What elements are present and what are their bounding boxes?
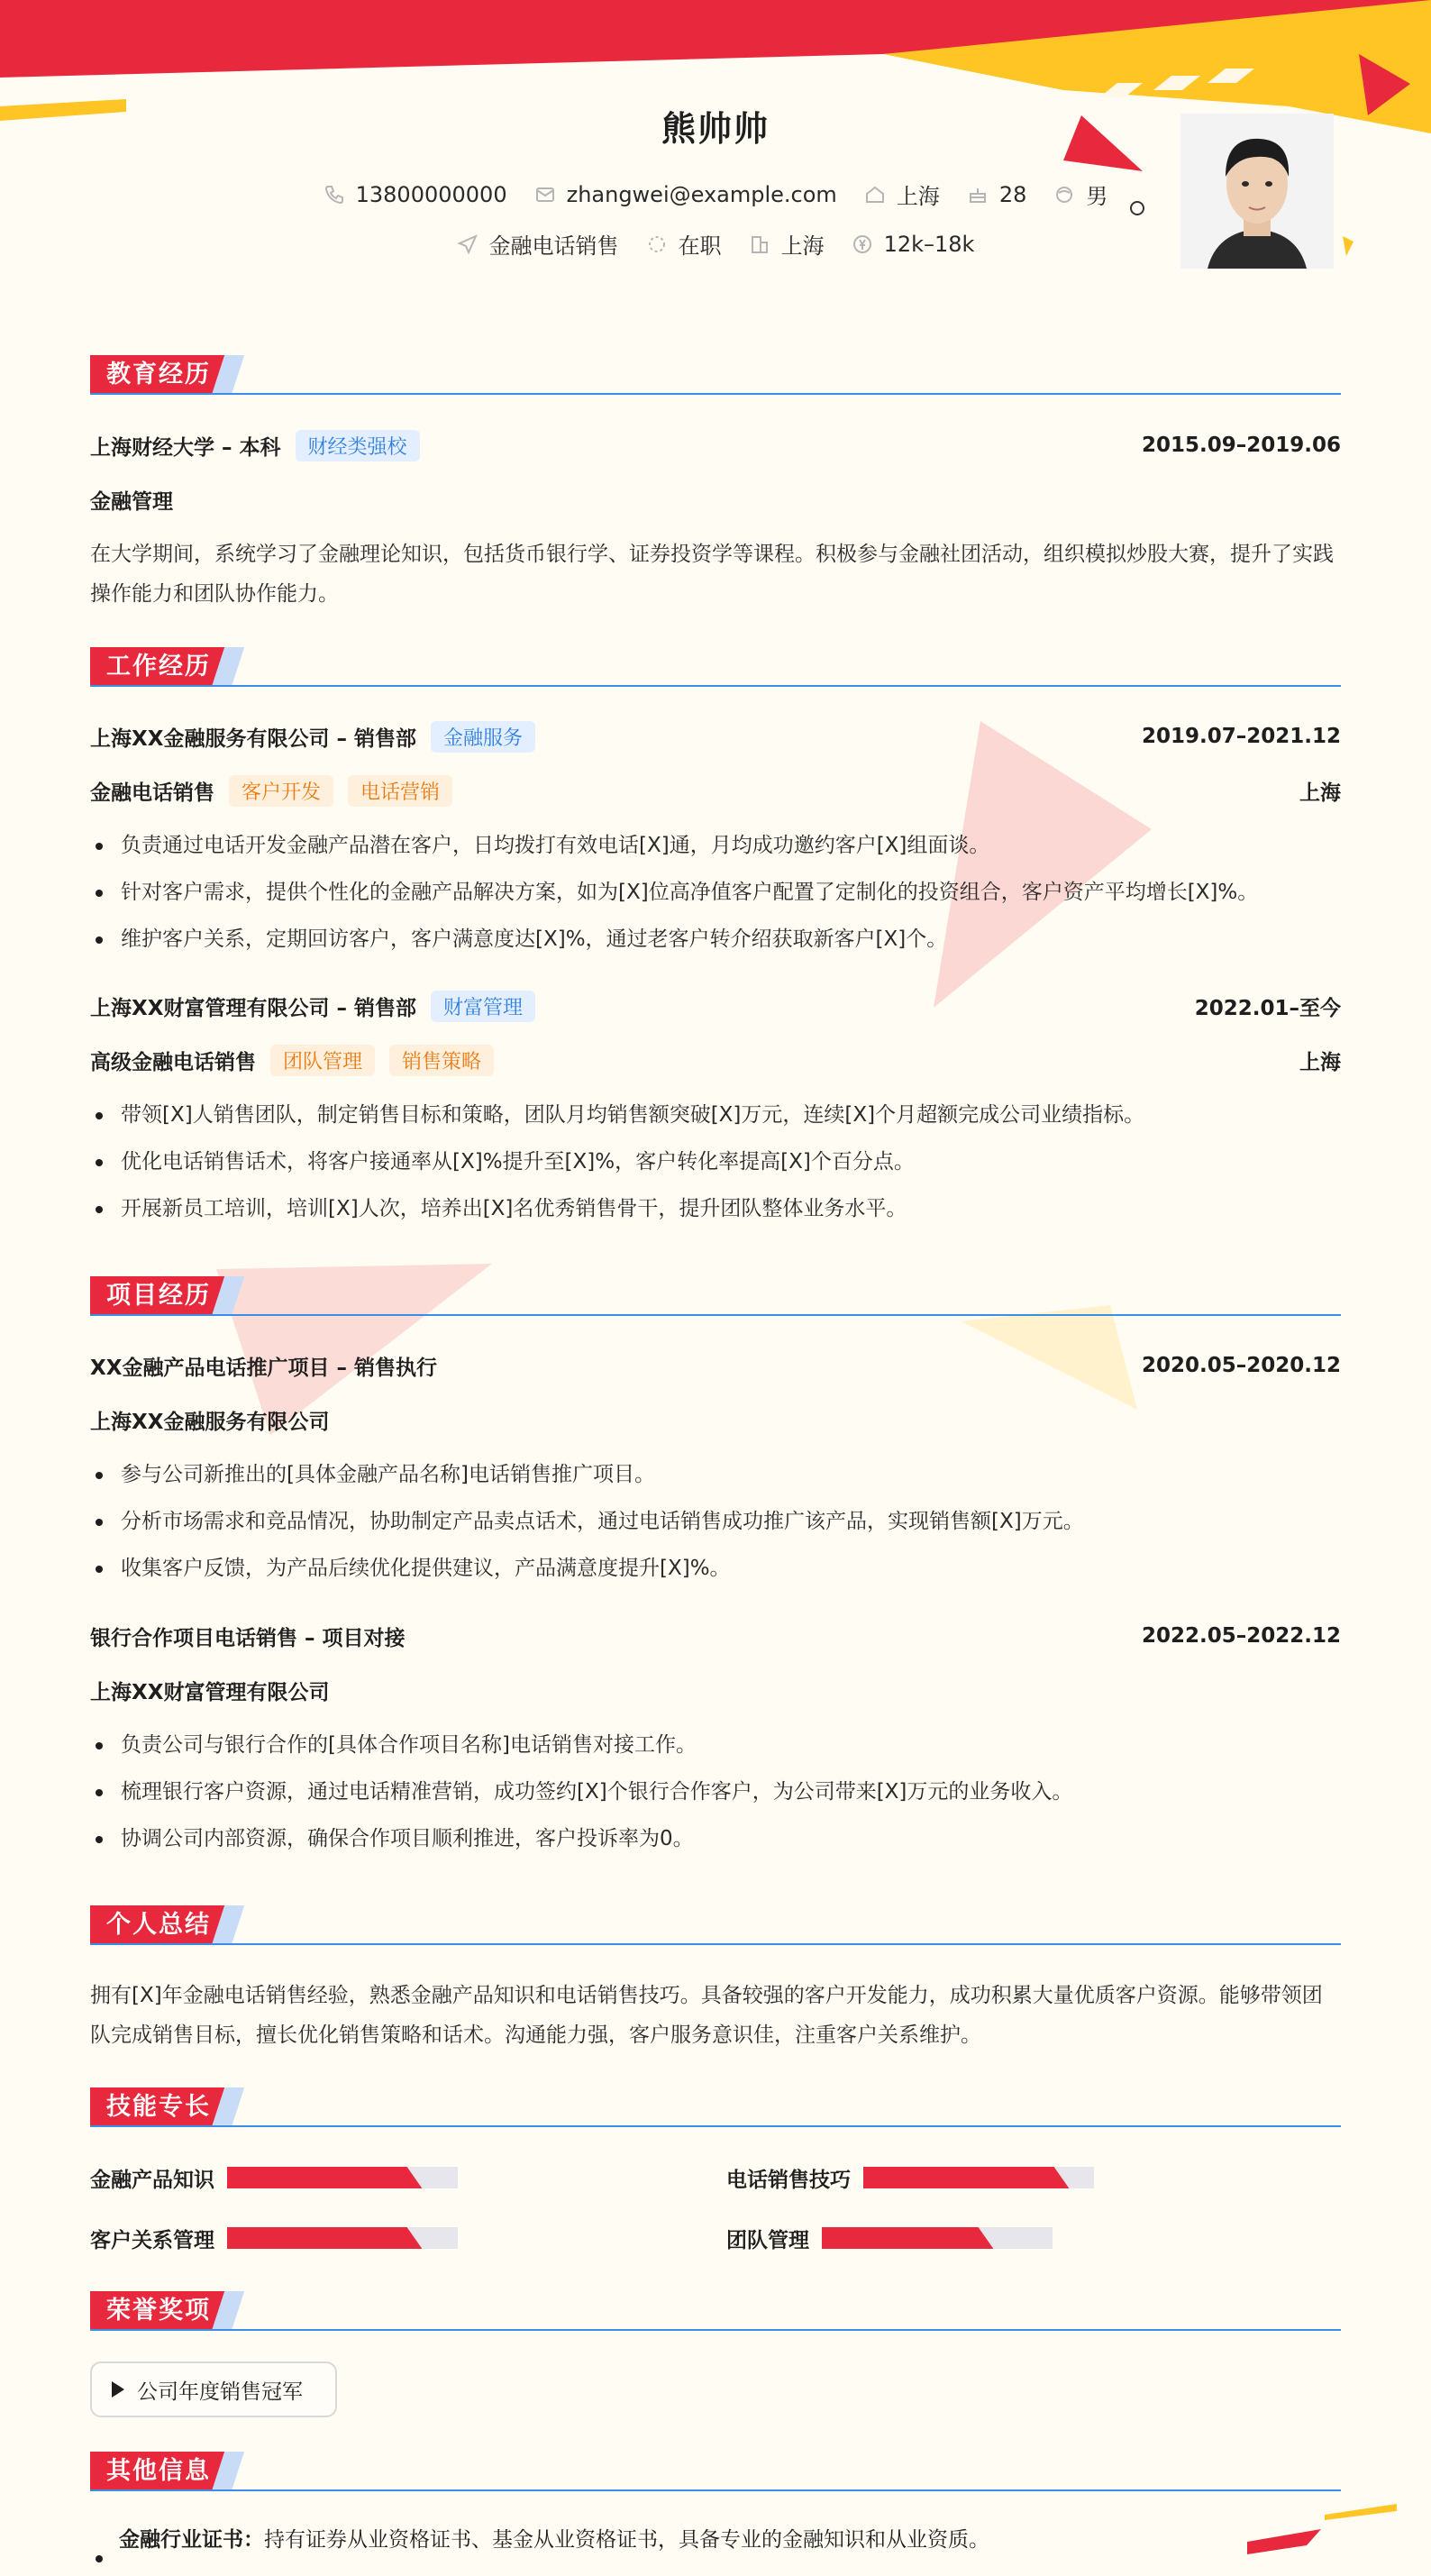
project-company: 上海XX财富管理有限公司 [90, 1680, 330, 1704]
section-title: 其他信息 [90, 2452, 227, 2491]
work-location: 上海 [1299, 781, 1341, 805]
section-divider [90, 2329, 1341, 2331]
summary-text: 拥有[X]年金融电话销售经验，熟悉金融产品知识和电话销售技巧。具备较强的客户开发能力，成功积累大量优质客户资源。能够带领团队完成销售目标，擅长优化销售策略和话术。沟通能力强，客户服务意识佳，注重客户关系维护。 [90, 1984, 1323, 2047]
skill-item [726, 2160, 1094, 2196]
project-bullet: 参与公司新推出的[具体金融产品名称]电话销售推广项目。 [90, 1457, 1341, 1493]
work-company-tag: 财富管理 [431, 991, 535, 1022]
phone-icon [324, 184, 345, 206]
section-skills [90, 2087, 1341, 2129]
skill-level-bar [227, 2167, 458, 2188]
work-bullet: 带领[X]人销售团队，制定销售目标和策略，团队月均销售额突破[X]万元，连续[X]个月超额完成公司业绩指标。 [90, 1097, 1341, 1133]
work-bullet: 针对客户需求，提供个性化的金融产品解决方案，如为[X]位高净值客户配置了定制化的投资组合，客户资产平均增长[X]%。 [90, 874, 1341, 910]
section-divider [90, 2125, 1341, 2127]
send-icon [457, 233, 479, 255]
status-info [646, 228, 722, 260]
project-header [90, 1618, 1341, 1654]
section-title: 个人总结 [90, 1905, 227, 1945]
salary-info [852, 232, 975, 257]
work-company-tag: 金融服务 [431, 721, 535, 753]
project-bullet: 分析市场需求和竞品情况，协助制定产品卖点话术，通过电话销售成功推广该产品，实现销售额[X]万元。 [90, 1503, 1341, 1539]
target-job-info [457, 228, 619, 260]
work-location: 上海 [1299, 1050, 1341, 1074]
award-label: 公司年度销售冠军 [137, 2380, 303, 2404]
age-info [967, 182, 1027, 207]
section-other [90, 2452, 1341, 2493]
project-bullet: 协调公司内部资源，确保合作项目顺利推进，客户投诉率为0。 [90, 1821, 1341, 1857]
section-work [90, 647, 1341, 689]
city-text: 上海 [896, 184, 940, 209]
section-divider [90, 2489, 1341, 2491]
project-title: XX金融产品电话推广项目 – 销售执行 [90, 1356, 437, 1380]
project-date: 2022.05–2022.12 [1141, 1624, 1341, 1648]
award-item[interactable] [90, 2361, 337, 2417]
education-major: 金融管理 [90, 489, 173, 514]
section-education [90, 355, 1341, 397]
target-city-text: 上海 [780, 233, 825, 259]
work-company: 上海XX财富管理有限公司 – 销售部 [90, 996, 416, 1020]
city-info [864, 178, 940, 210]
section-summary [90, 1905, 1341, 1947]
mail-icon [534, 184, 556, 206]
job-intent-row [90, 228, 1341, 260]
work-bullet: 负责通过电话开发金融产品潜在客户，日均拨打有效电话[X]通，月均成功邀约客户[X]组面谈。 [90, 827, 1341, 863]
section-title: 教育经历 [90, 355, 227, 395]
work-item-header [90, 988, 1341, 1024]
skill-name: 电话销售技巧 [726, 2168, 851, 2192]
section-title: 技能专长 [90, 2087, 227, 2127]
salary-text: 12k–18k [883, 231, 975, 257]
work-role-tag: 客户开发 [229, 775, 333, 807]
education-header [90, 427, 1341, 463]
skill-level-bar [822, 2227, 1053, 2249]
play-icon [112, 2381, 124, 2398]
target-city-info [749, 228, 825, 260]
skill-item [726, 2220, 1053, 2256]
other-info-label: 金融行业证书： [119, 2528, 264, 2552]
work-date: 2022.01–至今 [1194, 996, 1341, 1020]
project-header [90, 1347, 1341, 1384]
work-company: 上海XX金融服务有限公司 – 销售部 [90, 726, 416, 751]
target-job-text: 金融电话销售 [488, 233, 619, 259]
status-icon [646, 233, 668, 255]
project-company: 上海XX金融服务有限公司 [90, 1410, 330, 1434]
project-bullet: 收集客户反馈，为产品后续优化提供建议，产品满意度提升[X]%。 [90, 1550, 1341, 1586]
work-bullet: 开展新员工培训，培训[X]人次，培养出[X]名优秀销售骨干，提升团队整体业务水平。 [90, 1191, 1341, 1227]
section-projects [90, 1276, 1341, 1318]
education-major-row [90, 481, 1341, 517]
email-text: zhangwei@example.com [566, 181, 837, 207]
skill-item [90, 2220, 458, 2256]
section-title: 项目经历 [90, 1276, 227, 1316]
skill-level-bar [227, 2227, 458, 2249]
work-role-tag: 销售策略 [389, 1045, 494, 1076]
work-role-row [90, 1042, 1341, 1078]
section-title: 工作经历 [90, 647, 227, 687]
gender-info [1053, 178, 1107, 210]
phone-info [324, 182, 507, 207]
project-bullet: 负责公司与银行合作的[具体合作项目名称]电话销售对接工作。 [90, 1727, 1341, 1763]
work-item-header [90, 718, 1341, 754]
project-company-row [90, 1672, 1341, 1708]
work-role: 金融电话销售 [90, 781, 214, 805]
age-text: 28 [998, 181, 1027, 207]
section-divider [90, 685, 1341, 687]
candidate-name: 熊帅帅 [661, 109, 770, 149]
home-icon [864, 184, 886, 206]
other-info-text: 持有证券从业资格证书、基金从业资格证书，具备专业的金融知识和从业资质。 [264, 2528, 989, 2552]
education-tag: 财经类强校 [296, 430, 420, 461]
yen-icon [852, 233, 873, 255]
section-divider [90, 1314, 1341, 1316]
section-awards [90, 2291, 1341, 2333]
email-info [534, 182, 837, 207]
education-school: 上海财经大学 – 本科 [90, 435, 281, 460]
other-info-item [90, 2522, 1341, 2558]
gender-text: 男 [1086, 184, 1108, 209]
status-text: 在职 [678, 233, 722, 259]
contact-row [90, 178, 1341, 210]
gender-icon [1053, 184, 1075, 206]
skill-name: 团队管理 [726, 2228, 809, 2252]
work-bullet: 维护客户关系，定期回访客户，客户满意度达[X]%，通过老客户转介绍获取新客户[X]个。 [90, 921, 1341, 957]
work-role-row [90, 772, 1341, 808]
skill-name: 金融产品知识 [90, 2168, 214, 2192]
section-divider [90, 393, 1341, 395]
work-date: 2019.07–2021.12 [1141, 725, 1341, 748]
work-role-tag: 团队管理 [270, 1045, 375, 1076]
education-date: 2015.09–2019.06 [1141, 434, 1341, 457]
cake-icon [967, 184, 989, 206]
skill-name: 客户关系管理 [90, 2228, 214, 2252]
work-bullet: 优化电话销售话术，将客户接通率从[X]%提升至[X]%，客户转化率提高[X]个百分点。 [90, 1144, 1341, 1180]
project-date: 2020.05–2020.12 [1141, 1354, 1341, 1377]
project-title: 银行合作项目电话销售 – 项目对接 [90, 1626, 406, 1650]
work-role: 高级金融电话销售 [90, 1050, 256, 1074]
work-role-tag: 电话营销 [348, 775, 452, 807]
education-description: 在大学期间，系统学习了金融理论知识，包括货币银行学、证券投资学等课程。积极参与金融社团活动，组织模拟炒股大赛，提升了实践操作能力和团队协作能力。 [90, 543, 1334, 606]
project-company-row [90, 1402, 1341, 1438]
section-title: 荣誉奖项 [90, 2291, 227, 2331]
phone-text: 13800000000 [355, 181, 507, 207]
project-bullet: 梳理银行客户资源，通过电话精准营销，成功签约[X]个银行合作客户，为公司带来[X]万元的业务收入。 [90, 1774, 1341, 1810]
skill-item [90, 2160, 458, 2196]
building-icon [749, 233, 770, 255]
section-divider [90, 1943, 1341, 1945]
skill-level-bar [863, 2167, 1094, 2188]
avatar [1180, 114, 1334, 269]
